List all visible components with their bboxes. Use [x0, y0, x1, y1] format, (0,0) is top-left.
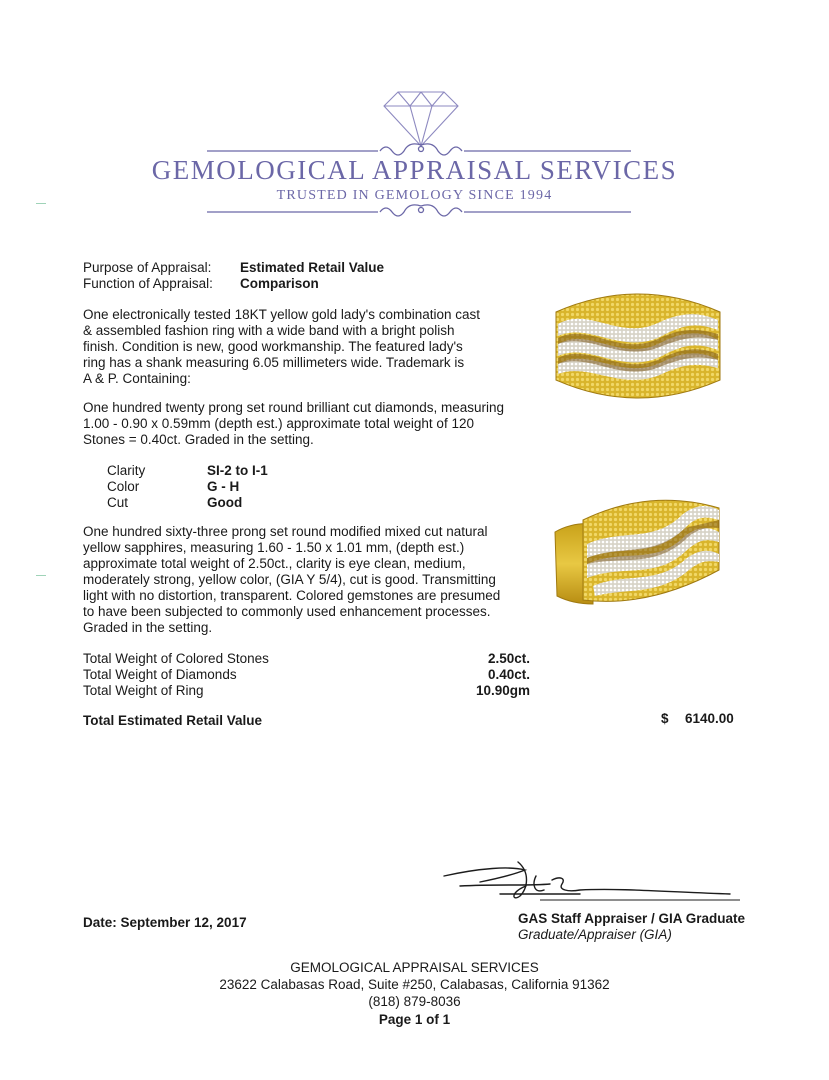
sapphires-line: yellow sapphires, measuring 1.60 - 1.50 x 1.01 mm, (depth est.) [83, 540, 465, 555]
company-title: GEMOLOGICAL APPRAISAL SERVICES [151, 155, 678, 185]
diamonds-description [83, 400, 523, 448]
description-line: & assembled fashion ring with a wide band with a bright polish [83, 323, 455, 338]
footer-company: GEMOLOGICAL APPRAISAL SERVICES [290, 960, 539, 975]
grading-label-cut: Cut [107, 495, 129, 510]
grading-value-color: G - H [207, 479, 240, 494]
grading-label-color: Color [107, 479, 140, 494]
total-ring-value: 10.90gm [475, 683, 530, 698]
total-colored-label: Total Weight of Colored Stones [83, 651, 269, 666]
function-value: Comparison [240, 276, 319, 291]
retail-value-label: Total Estimated Retail Value [83, 713, 263, 728]
appraisal-date: Date: September 12, 2017 [83, 915, 247, 930]
appraiser-title: GAS Staff Appraiser / GIA Graduate [518, 911, 746, 926]
description-line: One electronically tested 18KT yellow gold lady's combination cast [83, 307, 481, 322]
total-diamonds-label: Total Weight of Diamonds [83, 667, 237, 682]
diamonds-line: 1.00 - 0.90 x 0.59mm (depth est.) approximate total weight of 120 [83, 416, 474, 431]
grading-value-cut: Good [207, 495, 243, 510]
ring-photo-angle [553, 492, 723, 612]
ring-photo-top [550, 282, 726, 412]
grading-label-clarity: Clarity [107, 463, 146, 478]
sapphires-description [83, 524, 523, 636]
sapphires-line: to have been subjected to commonly used enhancement processes. [83, 604, 491, 619]
footer-phone: (818) 879-8036 [368, 994, 461, 1009]
sapphires-line: approximate total weight of 2.50ct., clarity is eye clean, medium, [83, 556, 466, 571]
description-line: A & P. Containing: [83, 371, 191, 386]
company-tagline: TRUSTED IN GEMOLOGY SINCE 1994 [276, 188, 553, 203]
function-label: Function of Appraisal: [83, 276, 213, 291]
retail-currency: $ [661, 711, 669, 726]
sapphires-line: moderately strong, yellow color, (GIA Y 5/4), cut is good. Transmitting [83, 572, 496, 587]
grading-value-clarity: SI-2 to I-1 [207, 463, 268, 478]
description-line: ring has a shank measuring 6.05 millimeters wide. Trademark is [83, 355, 465, 370]
sapphires-line: Graded in the setting. [83, 620, 213, 635]
margin-mark [36, 203, 46, 204]
diamonds-line: One hundred twenty prong set round brilliant cut diamonds, measuring [83, 400, 504, 415]
total-ring-label: Total Weight of Ring [83, 683, 204, 698]
total-diamonds-value: 0.40ct. [487, 667, 530, 682]
ring-description [83, 307, 523, 387]
margin-mark [36, 575, 46, 576]
appraiser-signature-icon [440, 858, 740, 913]
sapphires-line: light with no distortion, transparent. Colored gemstones are presumed [83, 588, 501, 603]
purpose-value: Estimated Retail Value [240, 260, 385, 275]
footer-address: 23622 Calabasas Road, Suite #250, Calabasas, California 91362 [219, 977, 610, 992]
sapphires-line: One hundred sixty-three prong set round modified mixed cut natural [83, 524, 488, 539]
diamonds-line: Stones = 0.40ct. Graded in the setting. [83, 432, 314, 447]
retail-amount: 6140.00 [685, 711, 734, 726]
total-colored-value: 2.50ct. [487, 651, 530, 666]
appraiser-subtitle: Graduate/Appraiser (GIA) [518, 927, 672, 942]
description-line: finish. Condition is new, good workmanship. The featured lady's [83, 339, 463, 354]
purpose-label: Purpose of Appraisal: [83, 260, 212, 275]
footer-page-number: Page 1 of 1 [378, 1012, 451, 1027]
